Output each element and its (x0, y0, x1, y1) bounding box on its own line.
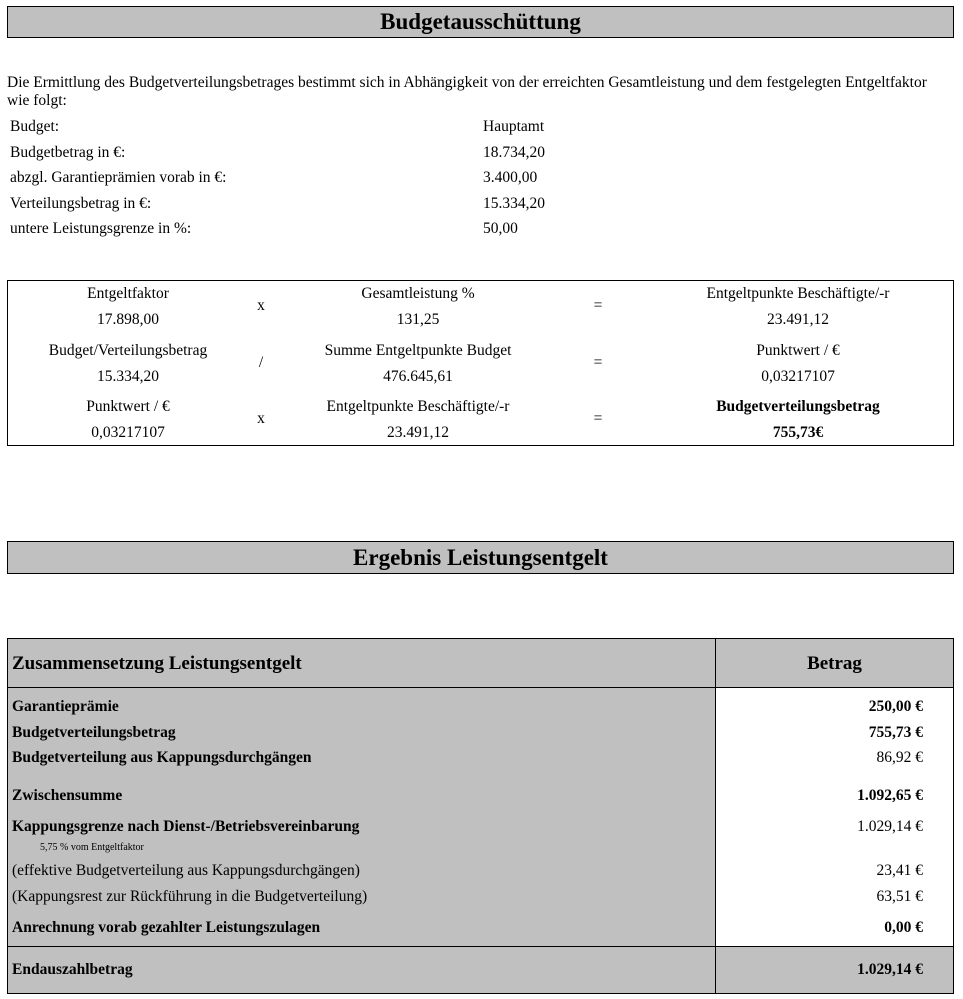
row-effektive-value: 23,41 € (876, 862, 923, 879)
header-right: Betrag (807, 653, 862, 674)
calc-row2-a (8, 338, 248, 390)
result-left-band (8, 639, 715, 993)
calc-row1-a-label: Entgeltfaktor (87, 285, 169, 302)
budgetausschuettung-title: Budgetausschüttung (7, 6, 954, 38)
calc-row2-c-value: 0,03217107 (761, 368, 835, 385)
calc-row1-b (298, 281, 538, 333)
calc-row2-c (673, 338, 923, 390)
calc-row1-a-value: 17.898,00 (97, 311, 159, 328)
calc-row2-a-label: Budget/Verteilungsbetrag (48, 342, 208, 359)
calc-row3-b-value: 23.491,12 (387, 424, 449, 441)
verteilungsbetrag-label: Verteilungsbetrag in €: (10, 195, 152, 212)
row-kappungsrest-label: (Kappungsrest zur Rückführung in die Budgetverteilung) (12, 888, 368, 905)
row-kappungsgrenze-label: Kappungsgrenze nach Dienst-/Betriebsvereinbarung (12, 818, 360, 835)
budget-value: Hauptamt (483, 118, 545, 135)
calc-row2-b-label: Summe Entgeltpunkte Budget (324, 342, 512, 359)
leistungsgrenze-value: 50,00 (483, 220, 518, 237)
garantiepraemien-label: abzgl. Garantieprämien vorab in €: (10, 169, 227, 186)
budgetbetrag-value: 18.734,20 (483, 144, 545, 161)
column-divider (715, 639, 716, 993)
footer-divider (8, 946, 953, 947)
calc-row1-a (8, 281, 248, 333)
calc-row1-equals: = (593, 297, 603, 314)
leistungsgrenze-label: untere Leistungsgrenze in %: (10, 220, 192, 237)
row-budgetverteilungsbetrag-label: Budgetverteilungsbetrag (12, 724, 176, 741)
calc-row1-c-label: Entgeltpunkte Beschäftigte/-r (706, 285, 890, 302)
budgetbetrag-label: Budgetbetrag in €: (10, 144, 126, 161)
calc-row2-b (298, 338, 538, 390)
calc-row2-operator: / (258, 354, 264, 371)
footer-endauszahlbetrag-label: Endauszahlbetrag (12, 961, 133, 978)
calc-row2-equals: = (593, 354, 603, 371)
intro-text: Die Ermittlung des Budgetverteilungsbetrages bestimmt sich in Abhängigkeit von der erreichten Gesamtleistung und dem festgelegten Entgeltfaktor wie folgt: (7, 74, 927, 109)
calc-row3-a-value: 0,03217107 (91, 424, 165, 441)
row-anrechnung-label: Anrechnung vorab gezahlter Leistungszulagen (12, 919, 321, 936)
calc-row3-b-label: Entgeltpunkte Beschäftigte/-r (326, 398, 510, 415)
calc-row3-b (298, 394, 538, 446)
calc-row3-c-label: Budgetverteilungsbetrag (716, 398, 880, 415)
calc-row3-operator: x (257, 410, 265, 427)
ergebnis-title: Ergebnis Leistungsentgelt (7, 541, 954, 574)
row-budgetverteilungsbetrag-value: 755,73 € (868, 724, 923, 741)
row-kappungsgrenze-note: 5,75 % vom Entgeltfaktor (40, 842, 144, 853)
calc-row1-c (673, 281, 923, 333)
row-garantiepraemie-label: Garantieprämie (12, 698, 119, 715)
row-zwischensumme-label: Zwischensumme (12, 787, 123, 804)
row-kappungsgrenze-value: 1.029,14 € (857, 818, 923, 835)
row-kappungsrest-value: 63,51 € (876, 888, 923, 905)
calc-row1-operator: x (257, 297, 265, 314)
calc-row1-b-label: Gesamtleistung % (361, 285, 475, 302)
calc-row1-c-value: 23.491,12 (767, 311, 829, 328)
calc-row3-a (8, 394, 248, 446)
calc-row2-b-value: 476.645,61 (383, 368, 453, 385)
header-left: Zusammensetzung Leistungsentgelt (12, 653, 302, 674)
verteilungsbetrag-value: 15.334,20 (483, 195, 545, 212)
header-divider (8, 687, 953, 688)
calc-row3-a-label: Punktwert / € (86, 398, 170, 415)
calculation-box (7, 280, 954, 446)
calc-row2-a-value: 15.334,20 (97, 368, 159, 385)
row-kappung-budgetverteilung-value: 86,92 € (876, 749, 923, 766)
calc-row3-c-value: 755,73€ (772, 424, 824, 441)
row-garantiepraemie-value: 250,00 € (868, 698, 923, 715)
calc-row2-c-label: Punktwert / € (756, 342, 840, 359)
row-kappung-budgetverteilung-label: Budgetverteilung aus Kappungsdurchgängen (12, 749, 312, 766)
budget-label: Budget: (10, 118, 60, 135)
calc-row3-equals: = (593, 410, 603, 427)
calc-row1-b-value: 131,25 (396, 311, 440, 328)
row-effektive-label: (effektive Budgetverteilung aus Kappungsdurchgängen) (12, 862, 360, 879)
footer-endauszahlbetrag-value: 1.029,14 € (857, 961, 923, 978)
garantiepraemien-value: 3.400,00 (483, 169, 538, 186)
calc-row3-c (673, 394, 923, 446)
result-table (7, 638, 954, 994)
row-anrechnung-value: 0,00 € (884, 919, 923, 936)
row-zwischensumme-value: 1.092,65 € (857, 787, 923, 804)
